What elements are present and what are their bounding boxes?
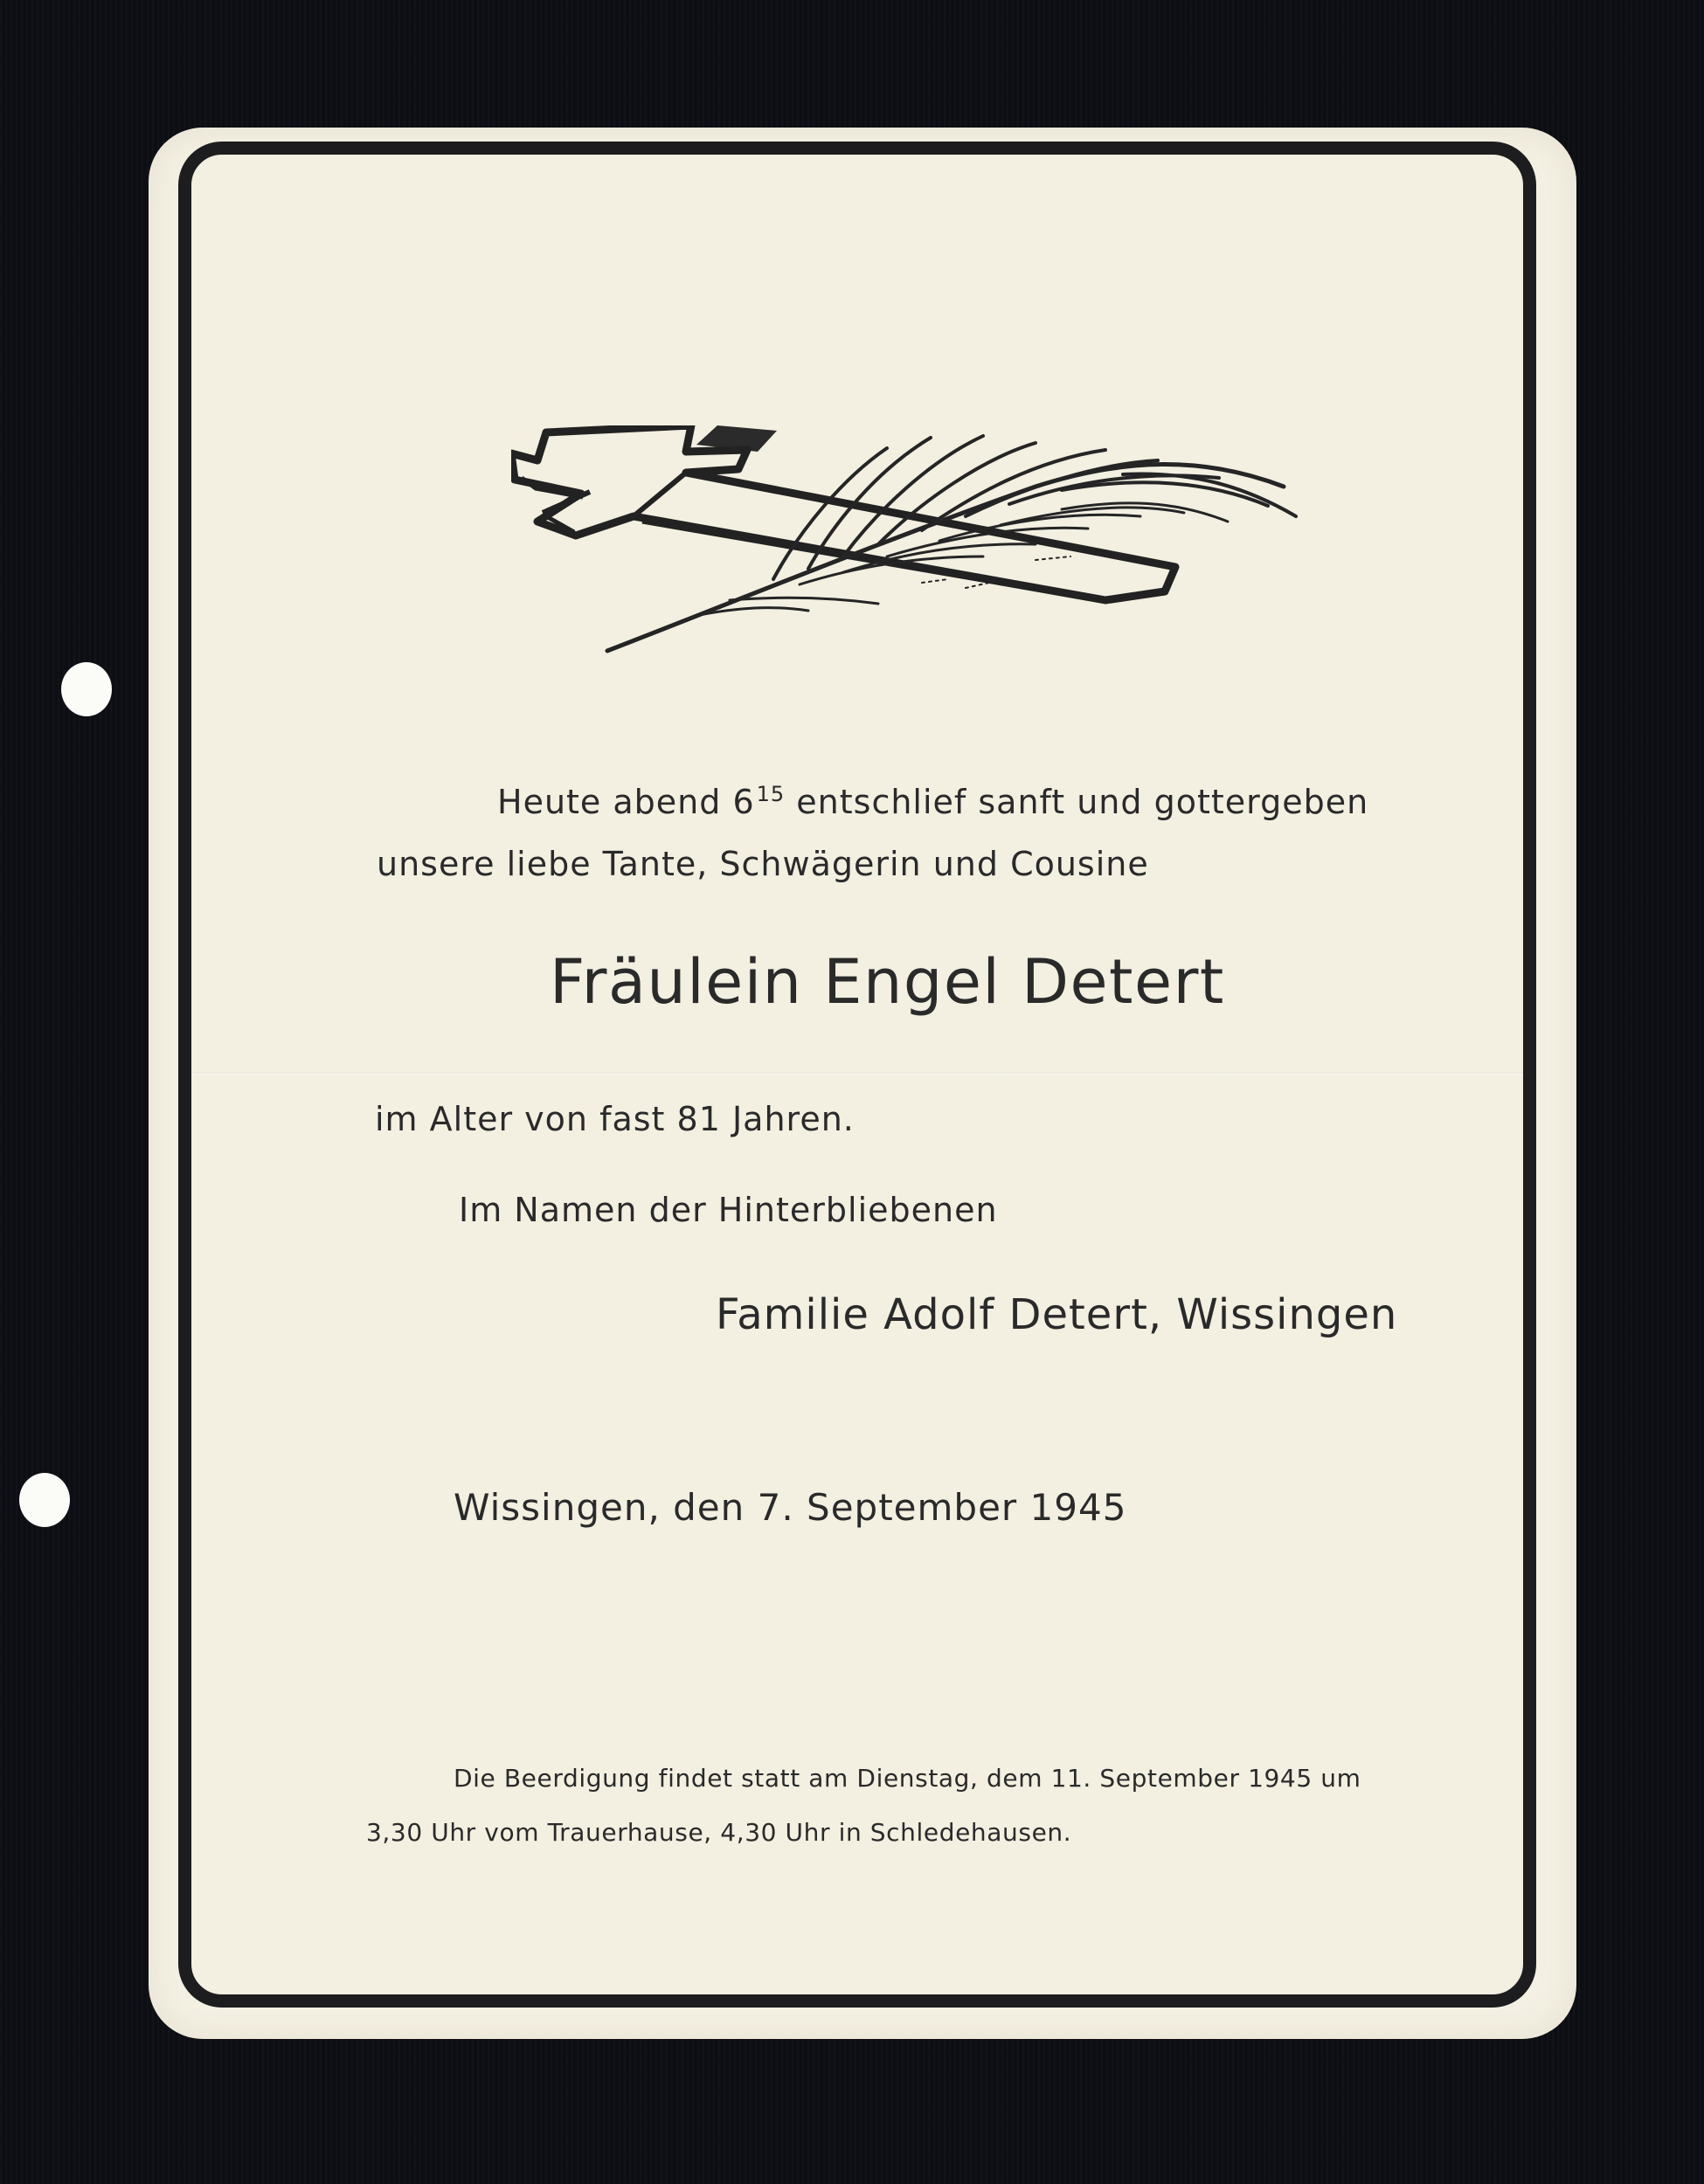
punch-hole-bottom <box>19 1473 70 1527</box>
mourning-border <box>178 142 1536 2008</box>
behalf-line: Im Namen der Hinterbliebenen <box>459 1191 998 1229</box>
cross-icon <box>511 425 1175 600</box>
time-superscript: 15 <box>756 782 786 806</box>
deceased-name: Fräulein Engel Detert <box>550 946 1225 1018</box>
punch-hole-top <box>61 662 112 716</box>
place-date-line: Wissingen, den 7. September 1945 <box>454 1486 1127 1529</box>
funeral-info-line-2: 3,30 Uhr vom Trauerhause, 4,30 Uhr in Schledehausen. <box>366 1818 1072 1847</box>
announcement-line-2: unsere liebe Tante, Schwägerin und Cousine <box>377 845 1149 883</box>
age-line: im Alter von fast 81 Jahren. <box>375 1100 855 1138</box>
announcement-line-1: Heute abend $6^{15}$ entschlief sanft und gottergeben <box>497 782 1369 821</box>
family-signature: Familie Adolf Detert, Wissingen <box>716 1290 1398 1339</box>
cross-with-palm-branch-icon <box>511 425 1315 661</box>
funeral-info-line-1: Die Beerdigung findet statt am Dienstag, dem 11. September 1945 um <box>454 1764 1361 1793</box>
fold-crease <box>191 1072 1523 1075</box>
obituary-card <box>149 128 1576 2039</box>
